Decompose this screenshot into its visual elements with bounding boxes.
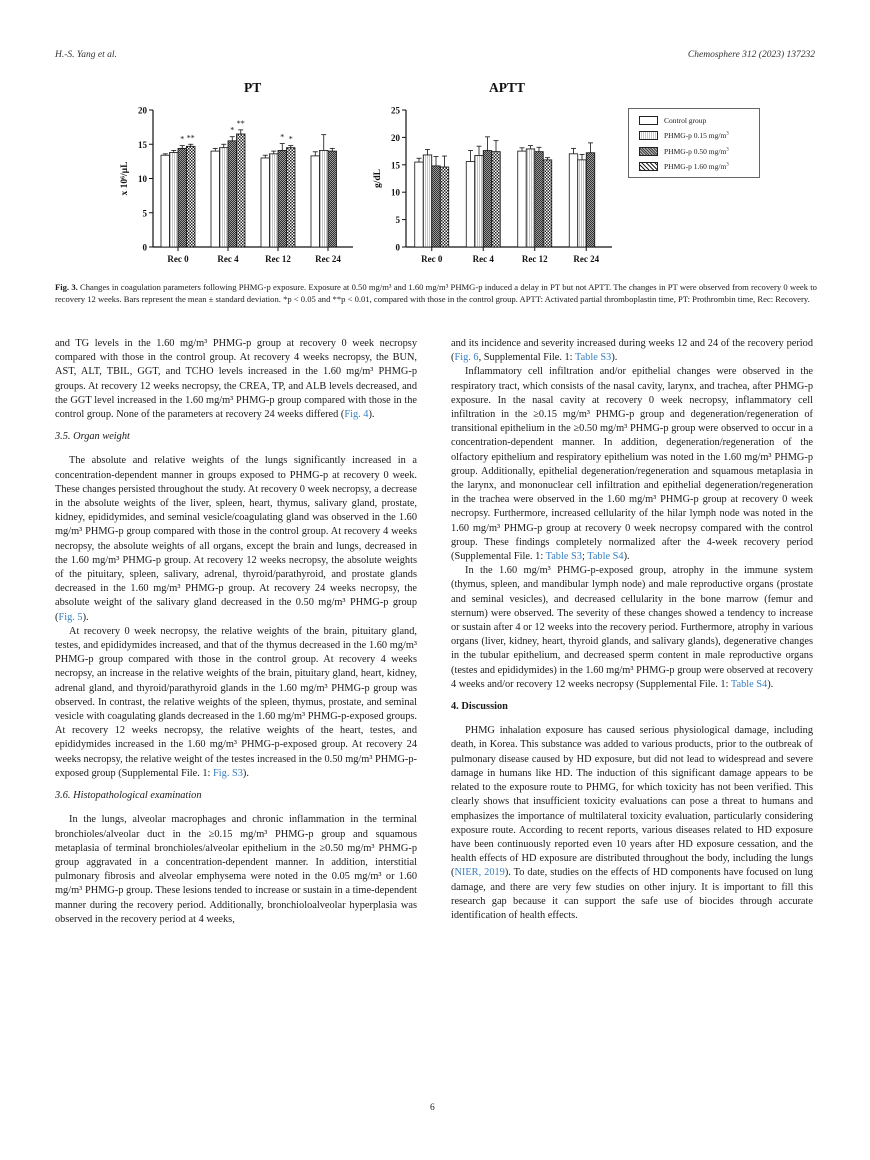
- bar: [161, 155, 170, 247]
- bar: [287, 148, 296, 247]
- x-tick-label: Rec 4: [217, 254, 239, 264]
- bar: [483, 151, 492, 247]
- legend-item-0-50: [639, 145, 729, 157]
- y-axis-label: x 10⁶/µL: [120, 161, 130, 196]
- bar: [237, 134, 246, 247]
- y-tick-label: 5: [395, 215, 400, 226]
- x-tick-label: Rec 12: [265, 254, 291, 264]
- paragraph: and TG levels in the 1.60 mg/m³ PHMG-p group at recovery 0 week necropsy compared with those in the control group. At recovery 4 weeks necropsy, the BUN, AST, ALT, TBIL, GGT, and TCHO levels increased in the 1.60 mg/m³ PHMG-p groups. At recovery 12 weeks necropsy, the CREA, TP, and ALB levels decreased, and the GGT level increased in the 1.60 mg/m³ PHMG-p group compared with those in the control group. None of the parameters at recovery 24 weeks differed (Fig. 4).: [55, 338, 417, 421]
- bar: [423, 155, 432, 247]
- significance-mark: *: [280, 132, 285, 142]
- significance-mark: *: [288, 134, 293, 144]
- figure-link[interactable]: Fig. 4: [344, 409, 369, 421]
- y-tick-label: 10: [138, 174, 147, 184]
- running-header-authors: H.-S. Yang et al.: [55, 50, 117, 60]
- table-link[interactable]: Table S4: [587, 551, 624, 563]
- significance-mark: **: [186, 133, 195, 143]
- figure-link[interactable]: Fig. S3: [213, 767, 243, 779]
- page-number: 6: [430, 1103, 435, 1113]
- bar: [187, 146, 196, 247]
- bar: [432, 166, 441, 247]
- caption-label: Fig. 3.: [55, 282, 78, 292]
- bar: [220, 148, 229, 247]
- bar: [492, 152, 501, 247]
- bar: [543, 160, 552, 247]
- y-tick-label: 20: [391, 132, 400, 143]
- legend-label: Control group: [664, 115, 707, 125]
- legend-label: PHMG-p 1.60 $mg/m^3$: [664, 161, 729, 171]
- section-heading-4: 4. Discussion: [451, 701, 508, 713]
- bar: [578, 160, 587, 247]
- y-tick-label: 10: [391, 187, 400, 198]
- paragraph: Inflammatory cell infiltration and/or epithelial changes were observed in the respiratory tract, which consists of the nasal cavity, larynx, and trachea, after PHMG-p exposure. In the nasal cavity at recovery 0 week necropsy, inflammatory cell infiltration in the ≥0.15 mg/m³ PHMG-p group and degeneration/regeneration of transitional epithelium in the ≥0.50 mg/m³ PHMG-p group were observed to occur in a concentration-dependent manner. In addition, degeneration/regeneration of the olfactory epithelium and respiratory epithelium was noted in the 1.60 mg/m³ PHMG-p group. Additionally, epithelial degeneration/regeneration and squamous metaplasia in the larynx, and mononuclear cell infiltration and epithelial degeneration/regeneration in the trachea were observed in the 1.60 mg/m³ PHMG-p group at recovery 0 week necropsy. Furthermore, increased cellularity of the hilar lymph node was noted in the 1.60 mg/m³ PHMG-p group at recovery 0 week necropsy compared with the control group. These findings completely normalized after the 4-week recovery period (Supplemental File. 1: Table S3; Table S4).: [451, 366, 813, 563]
- y-tick-label: 15: [138, 139, 147, 150]
- y-tick-label: 0: [395, 242, 400, 253]
- y-tick-label: 20: [138, 105, 147, 116]
- table-link[interactable]: Table S3: [574, 352, 612, 364]
- left-column: [55, 337, 417, 927]
- legend-swatch-0-15: [639, 131, 658, 140]
- paragraph: and its incidence and severity increased during weeks 12 and 24 of the recovery period (Fig. 6, Supplemental File. 1: Table S3).: [451, 338, 813, 364]
- table-link[interactable]: Table S4: [730, 678, 768, 690]
- x-tick-label: Rec 0: [167, 254, 189, 264]
- bar: [526, 149, 535, 247]
- legend-item-control: [639, 114, 706, 126]
- x-tick-label: Rec 4: [472, 254, 494, 264]
- pt-bar-chart: [95, 100, 370, 270]
- significance-mark: *: [180, 134, 185, 144]
- paragraph: In the lungs, alveolar macrophages and chronic inflammation in the terminal bronchioles/alveolar duct in the ≥0.15 mg/m³ PHMG-p group and squamous metaplasia of terminal bronchioles/alveolar epithelium in the ≥0.50 mg/m³ PHMG-p group aggravated in a concentration-dependent manner. In addition, interstitial pulmonary fibrosis and alveolar emphysema were noted in the 0.05 mg/m³ or 1.60 mg/m³ PHMG-p group. These lesions tended to increase or sustain in a time-dependent manner during the recovery period. Additionally, bronchioloalveolar hyperplasia was observed in the recovery period at 4 weeks,: [55, 814, 417, 925]
- bar: [475, 155, 484, 247]
- bar: [270, 154, 279, 247]
- bar: [586, 153, 595, 247]
- bar: [261, 158, 270, 247]
- legend-label: PHMG-p 0.15 $mg/m^3$: [664, 130, 729, 140]
- paragraph: In the 1.60 mg/m³ PHMG-p-exposed group, atrophy in the immune system (thymus, spleen, and mandibular lymph node) and male reproductive organs (prostate and seminal vesicles), and decreased cellularity in the bone marrow (femur and sternum) were observed. The severity of these changes showed a tendency to increase or sustain after 4 or 12 weeks into the recovery period. Furthermore, atrophy in various organs (liver, kidney, heart, thyroid glands, and salivary glands), degenerative changes in the tubular epithelium, and decreased sperm content in male reproductive organs (testes and epididymides) in the 1.60 mg/m³ PHMG-p group were observed at recovery 4 weeks and/or recovery 12 weeks necropsy (Supplemental File. 1: Table S4).: [451, 565, 813, 690]
- bar: [170, 152, 179, 247]
- aptt-bar-chart: [360, 100, 620, 270]
- bar: [211, 151, 220, 247]
- chart-legend: [628, 108, 760, 178]
- table-link[interactable]: Table S3: [545, 551, 582, 563]
- bar: [466, 162, 475, 247]
- legend-swatch-control: [639, 116, 658, 125]
- bar: [535, 152, 544, 247]
- section-heading-3-6: 3.6. Histopathological examination: [55, 790, 202, 802]
- legend-item-0-15: [639, 129, 729, 141]
- bar: [311, 156, 320, 247]
- y-axis-label: g/dL: [373, 168, 383, 189]
- significance-mark: **: [236, 118, 245, 128]
- reference-link[interactable]: NIER, 2019: [454, 867, 505, 879]
- bar: [415, 162, 424, 247]
- bar: [518, 151, 527, 247]
- y-tick-label: 0: [142, 242, 147, 253]
- bar: [178, 148, 187, 247]
- x-tick-label: Rec 24: [315, 254, 341, 264]
- significance-mark: *: [230, 125, 235, 135]
- bar: [328, 151, 337, 247]
- x-tick-label: Rec 24: [573, 254, 600, 264]
- y-tick-label: 25: [391, 105, 400, 116]
- bar: [228, 141, 237, 247]
- legend-label: PHMG-p 0.50 $mg/m^3$: [664, 146, 729, 156]
- x-tick-label: Rec 0: [421, 254, 443, 264]
- paragraph: At recovery 0 week necropsy, the relative weights of the brain, pituitary gland, testes, and epididymides increased, and that of the thymus decreased in the 1.60 mg/m³ PHMG-p group compared with those in the control group. At recovery 4 weeks necropsy, an increase in the relative weights of the brain, pituitary gland, heart, kidney, adrenal gland, and thyroid/parathyroid glands in the 1.60 mg/m³ PHMG-p group was observed. In contrast, the relative weights of the spleen, thymus, prostate, and seminal vesicle with coagulating glands decreased in the 1.60 mg/m³ PHMG-p-exposed groups. At recovery 12 weeks necropsy, the relative weights of the heart, testes, and epididymides increased in the 1.60 mg/m³ PHMG-p-exposed group. At recovery 24 weeks necropsy, the relative weight of the testes increased in the 0.50 mg/m³ PHMG-p-exposed group (Supplemental File. 1: Fig. S3).: [55, 625, 417, 779]
- section-heading-3-5: 3.5. Organ weight: [55, 431, 130, 443]
- bar: [320, 150, 329, 247]
- y-tick-label: 15: [391, 160, 400, 171]
- legend-swatch-0-50: [639, 147, 658, 156]
- y-tick-label: 5: [142, 208, 147, 219]
- figure-caption: [55, 281, 817, 306]
- legend-item-1-60: [639, 160, 729, 172]
- legend-swatch-1-60: [639, 162, 658, 171]
- paragraph: The absolute and relative weights of the lungs significantly increased in a concentration-dependent manner in groups exposed to PHMG-p at recovery 0 week. These changes persisted throughout the study. At recovery 0 week necropsy, a decrease in the absolute weights of the liver, spleen, heart, thymus, salivary gland, prostate, kidney, epididymides, and seminal vesicle/coagulating gland was observed in the 1.60 mg/m³ PHMG-p group compared with those in the control group. At recovery 4 weeks necropsy, the absolute weights of all organs, except the brain and lungs, decreased in the 1.60 mg/m³ PHMG-p group. At recovery 12 weeks necropsy, the absolute weights of the pituitary, spleen, salivary, adrenal, thyroid/parathyroid, and prostate glands decreased in the 1.60 mg/m³ PHMG-p group. At recovery 24 weeks necropsy, the absolute weight of the salivary gland decreased in the 0.50 mg/m³ PHMG-p group (Fig. 5).: [55, 455, 417, 623]
- paragraph: PHMG inhalation exposure has caused serious physiological damage, including death, in Korea. This substance was added to various products, prior to the outbreak of pulmonary disease caused by HD exposure, but did not lead to widespread and severe damage in humans like HD. The induction of this significant damage appears to be related to the exposure route to PHMG, for which toxicity has not been verified. This clearly shows that insufficient toxicity evaluations can pose a threat to humans and emphasizes the importance of multilateral toxicity evaluation, particularly considering exposure route. According to recent reports, various diseases related to HD exposure have been continuously reported even 10 years after HD exposure cessation, and the health effects of HD exposure are distributed throughout the body, including the lungs (NIER, 2019). To date, studies on the effects of HD components have focused on lung damage, and there are very few studies on other injury. It is important to fill this research gap because it can support the safe use of biocides through accurate identification of health effects.: [451, 725, 813, 921]
- figure-link[interactable]: Fig. 6: [454, 352, 479, 364]
- pt-chart-title: PT: [244, 80, 262, 95]
- bar: [569, 154, 578, 247]
- figure-link[interactable]: Fig. 5: [58, 611, 83, 623]
- right-column: [451, 337, 813, 923]
- bar: [440, 167, 449, 247]
- bar: [278, 150, 287, 247]
- caption-text: Changes in coagulation parameters following PHMG-p exposure. Exposure at 0.50 mg/m³ and 1.60 mg/m³ PHMG-p induced a delay in PT but not APTT. The changes in PT were observed from recovery 0 week to recovery 12 weeks. Bars represent the mean ± standard deviation. *p < 0.05 and **p < 0.01, compared with those in the control group. APTT: Activated partial thromboplastin time, PT: Prothrombin time, Rec: Recovery.: [55, 282, 817, 305]
- x-tick-label: Rec 12: [521, 254, 548, 264]
- running-header-journal: Chemosphere 312 (2023) 137232: [687, 50, 815, 60]
- aptt-chart-title: APTT: [489, 80, 526, 95]
